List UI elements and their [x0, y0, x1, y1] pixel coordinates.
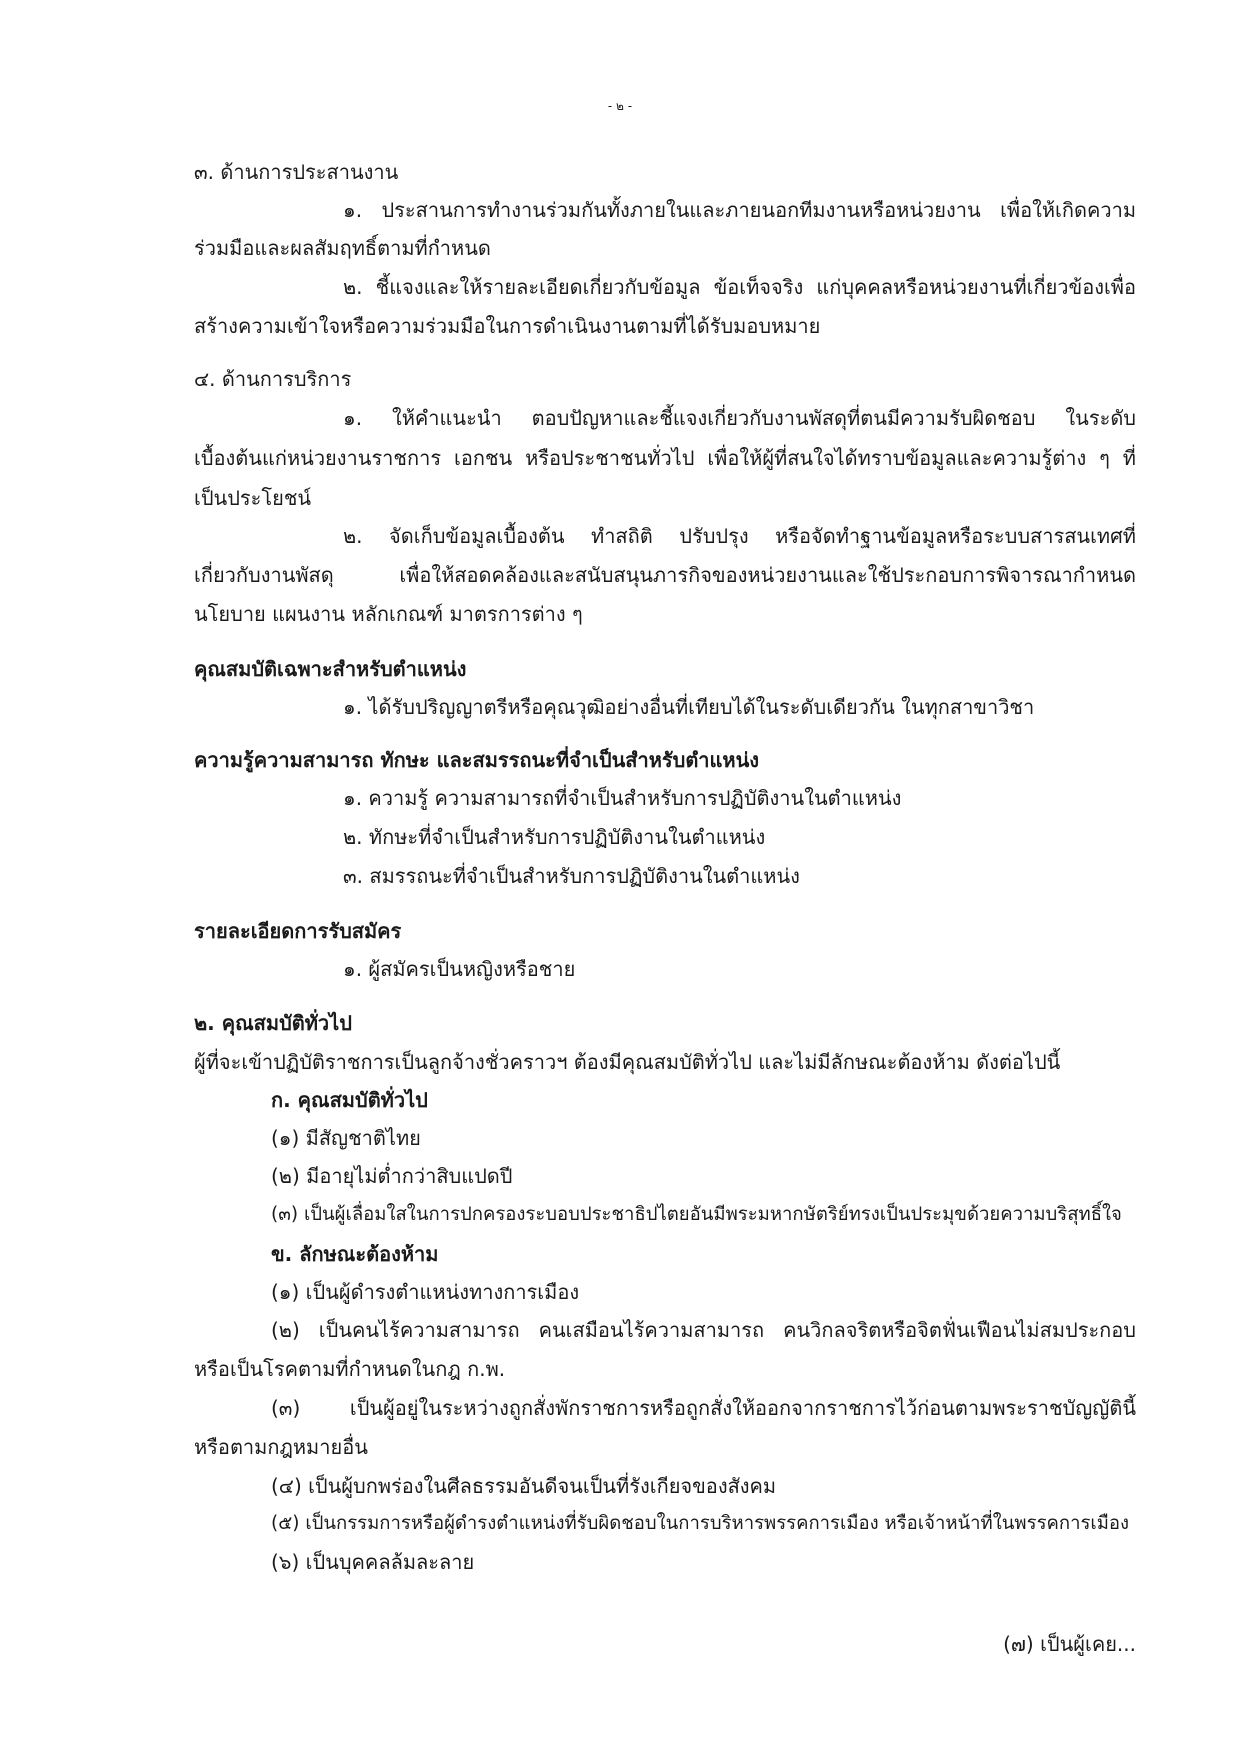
- general-b4: (๔) เป็นผู้บกพร่องในศีลธรรมอันดีจนเป็นที่รังเกียจของสังคม: [271, 1474, 777, 1498]
- application-item1: ๑. ผู้สมัครเป็นหญิงหรือชาย: [343, 957, 576, 981]
- general-intro: ผู้ที่จะเข้าปฏิบัติราชการเป็นลูกจ้างชั่วคราวฯ ต้องมีคุณสมบัติทั่วไป และไม่มีลักษณะต้องห้าม ดังต่อไปนี้: [194, 1050, 1061, 1074]
- general-heading: ๒. คุณสมบัติทั่วไป: [194, 1011, 352, 1035]
- section3-item2-line1: ๒. ชี้แจงและให้รายละเอียดเกี่ยวกับข้อมูล ข้อเท็จจริง แก่บุคคลหรือหน่วยงานที่เกี่ยวข้องเพื่อ: [343, 275, 1136, 299]
- competency-item3: ๓. สมรรถนะที่จำเป็นสำหรับการปฏิบัติงานในตำแหน่ง: [343, 864, 800, 888]
- competency-item2: ๒. ทักษะที่จำเป็นสำหรับการปฏิบัติงานในตำแหน่ง: [343, 825, 766, 849]
- general-b3-line1: (๓) เป็นผู้อยู่ในระหว่างถูกสั่งพักราชการหรือถูกสั่งให้ออกจากราชการไว้ก่อนตามพระราชบัญญัตินี้: [271, 1396, 1136, 1420]
- general-b1: (๑) เป็นผู้ดำรงตำแหน่งทางการเมือง: [271, 1280, 580, 1304]
- general-b2-line1: (๒) เป็นคนไร้ความสามารถ คนเสมือนไร้ความสามารถ คนวิกลจริตหรือจิตฟั่นเฟือนไม่สมประกอบ: [271, 1318, 1136, 1342]
- section3-item2-line2: สร้างความเข้าใจหรือความร่วมมือในการดำเนินงานตามที่ได้รับมอบหมาย: [194, 314, 821, 338]
- section4-item2-line3: นโยบาย แผนงาน หลักเกณฑ์ มาตรการต่าง ๆ: [194, 602, 583, 626]
- general-b2-line2: หรือเป็นโรคตามที่กำหนดในกฎ ก.พ.: [194, 1357, 506, 1381]
- section4-item2-line1: ๒. จัดเก็บข้อมูลเบื้องต้น ทำสถิติ ปรับปรุง หรือจัดทำฐานข้อมูลหรือระบบสารสนเทศที่: [343, 524, 1136, 548]
- section4-heading: ๔. ด้านการบริการ: [194, 367, 352, 391]
- section3-heading: ๓. ด้านการประสานงาน: [194, 160, 399, 184]
- qualifications-heading: คุณสมบัติเฉพาะสำหรับตำแหน่ง: [194, 657, 467, 681]
- competency-heading: ความรู้ความสามารถ ทักษะ และสมรรถนะที่จำเป็นสำหรับตำแหน่ง: [194, 748, 760, 772]
- section4-item1-line1: ๑. ให้คำแนะนำ ตอบปัญหาและชี้แจงเกี่ยวกับงานพัสดุที่ตนมีความรับผิดชอบ ในระดับ: [343, 406, 1136, 430]
- section4-item1-line2: เบื้องต้นแก่หน่วยงานราชการ เอกชน หรือประชาชนทั่วไป เพื่อให้ผู้ที่สนใจได้ทราบข้อมูลและความรู้ต่าง ๆ ที่: [194, 446, 1136, 470]
- general-a2: (๒) มีอายุไม่ต่ำกว่าสิบแปดปี: [271, 1164, 513, 1188]
- general-b5: (๕) เป็นกรรมการหรือผู้ดำรงตำแหน่งที่รับผิดชอบในการบริหารพรรคการเมือง หรือเจ้าหน้าที่ในพรรคการเมือง: [271, 1513, 1130, 1534]
- general-a3: (๓) เป็นผู้เลื่อมใสในการปกครองระบอบประชาธิปไตยอันมีพระมหากษัตริย์ทรงเป็นประมุขด้วยความบริสุทธิ์ใจ: [271, 1204, 1122, 1225]
- general-sub-b-heading: ข. ลักษณะต้องห้าม: [271, 1242, 439, 1266]
- general-sub-a-heading: ก. คุณสมบัติทั่วไป: [271, 1088, 428, 1112]
- section3-item1-line1: ๑. ประสานการทำงานร่วมกันทั้งภายในและภายนอกทีมงานหรือหน่วยงาน เพื่อให้เกิดความ: [343, 198, 1136, 222]
- section4-item2-line2: เกี่ยวกับงานพัสดุ เพื่อให้สอดคล้องและสนับสนุนภารกิจของหน่วยงานและใช้ประกอบการพิจารณากำหนด: [194, 563, 1136, 587]
- section4-item1-line3: เป็นประโยชน์: [194, 486, 312, 510]
- page-number: - ๒ -: [607, 99, 633, 113]
- competency-item1: ๑. ความรู้ ความสามารถที่จำเป็นสำหรับการปฏิบัติงานในตำแหน่ง: [343, 786, 902, 810]
- continuation-text: (๗) เป็นผู้เคย...: [1003, 1632, 1136, 1656]
- general-b6: (๖) เป็นบุคคลล้มละลาย: [271, 1550, 475, 1574]
- section3-item1-line2: ร่วมมือและผลสัมฤทธิ์ตามที่กำหนด: [194, 236, 491, 260]
- general-b3-line2: หรือตามกฎหมายอื่น: [194, 1435, 368, 1459]
- general-a1: (๑) มีสัญชาติไทย: [271, 1126, 421, 1150]
- application-heading: รายละเอียดการรับสมัคร: [194, 919, 402, 943]
- qualifications-item1: ๑. ได้รับปริญญาตรีหรือคุณวุฒิอย่างอื่นที่เทียบได้ในระดับเดียวกัน ในทุกสาขาวิชา: [343, 695, 1035, 719]
